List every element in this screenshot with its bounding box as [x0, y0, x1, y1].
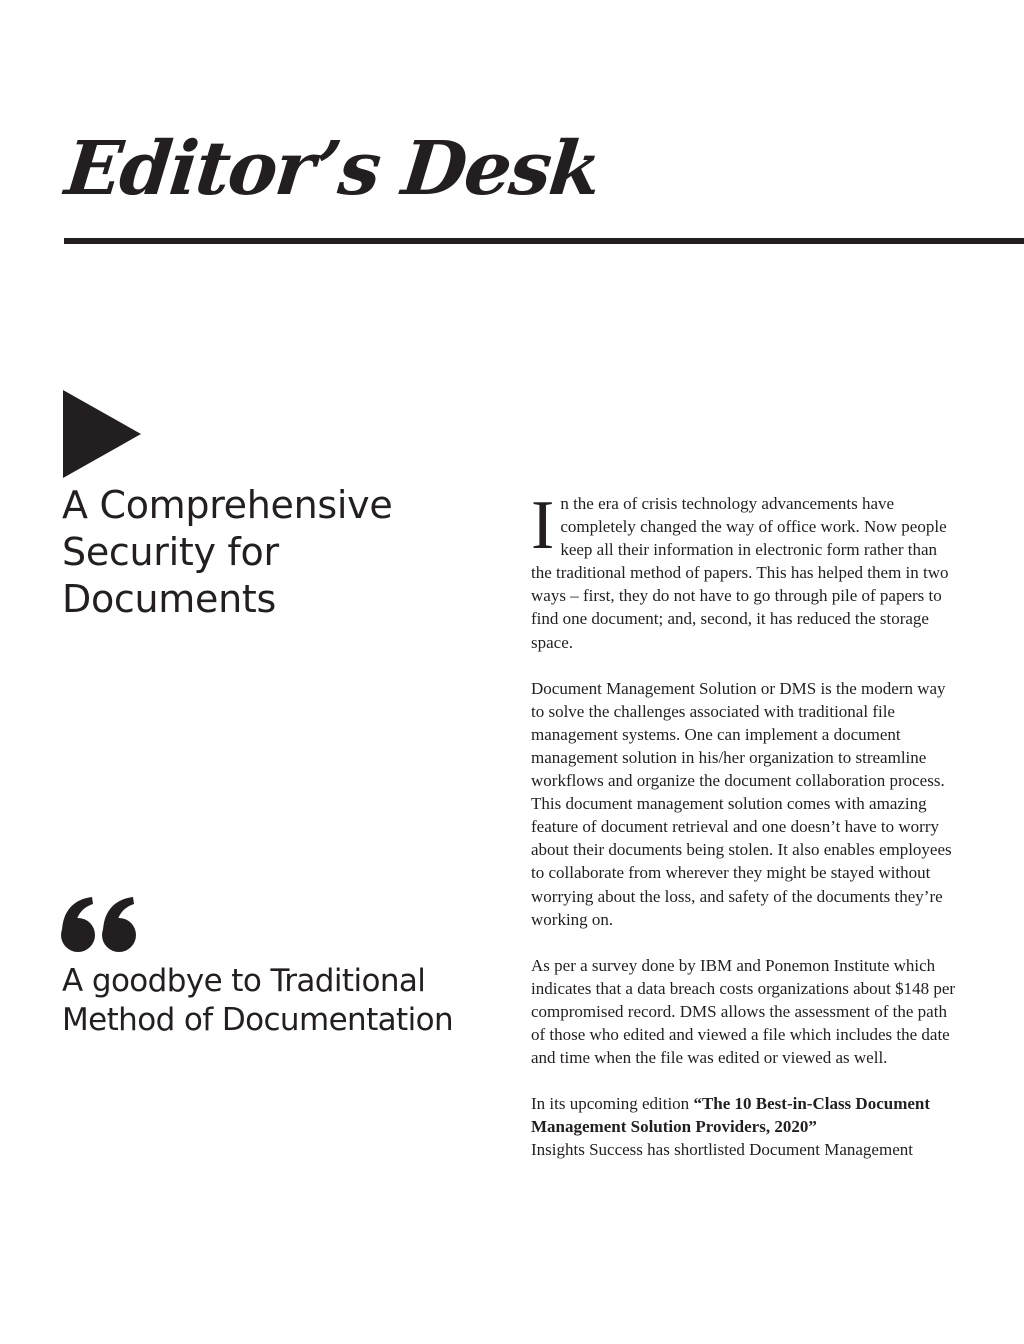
edition-title: “The 10 Best-in-Class Document Management Solution Providers, 2020”: [531, 1094, 931, 1137]
article-paragraph-2: Document Management Solution or DMS is the modern way to solve the challenges associated with traditional file management systems. One can implement a document management solution in his/her organization to streamline workflows and organize the document collaboration process. This document management solution comes with amazing feature of document retrieval and one doesn’t have to worry about their documents being stolen. It also enables employees to collaborate from wherever they might be stayed without worrying about the loss, and safety of the documents they’re working on.: [531, 678, 952, 929]
title-divider: [64, 238, 1024, 244]
section-headline-goodbye: A goodbye to Traditional Method of Documentation: [62, 963, 454, 1038]
article-paragraph-4: [531, 1092, 957, 1161]
section-headline-security: A Comprehensive Security for Documents: [62, 483, 393, 621]
paragraph-tail: Insights Success has shortlisted Document Management: [531, 1140, 913, 1160]
drop-cap: I: [531, 487, 555, 564]
article-paragraph-3: As per a survey done by IBM and Ponemon Institute which indicates that a data breach costs organizations about $148 per compromised record. DMS allows the assessment of the path of those who edited and viewed a file which includes the date and time when the file was edited or viewed as well.: [531, 955, 956, 1068]
article-paragraph-1: [531, 487, 957, 654]
article-body: [531, 487, 957, 1184]
paragraph-lead: In its upcoming edition: [531, 1094, 694, 1114]
paragraph-text: n the era of crisis technology advancements have completely changed the way of office work. Now people keep all their information in electronic form rather than the traditional method of papers. This has helped them in two ways – first, they do not have to go through pile of papers to find one document; and, second, it has reduced the storage space.: [531, 494, 949, 652]
play-triangle-icon: [63, 390, 141, 478]
page-title: Editor’s Desk: [61, 126, 604, 212]
quote-mark-icon: [60, 895, 138, 953]
